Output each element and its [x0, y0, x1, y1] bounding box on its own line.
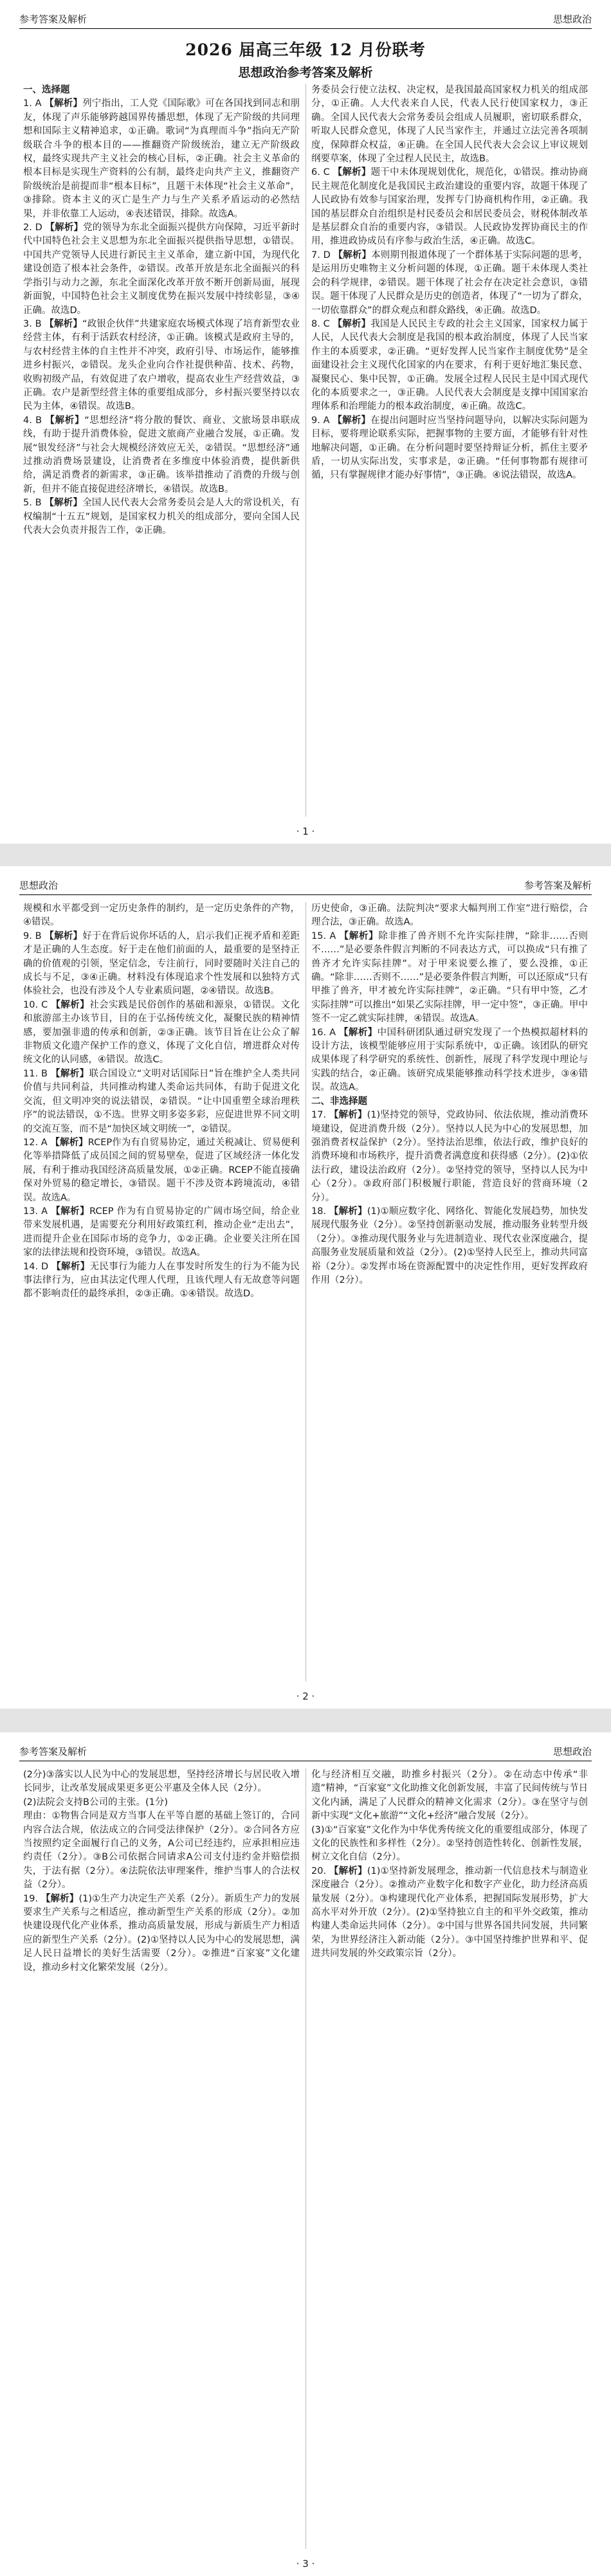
header-right: 思想政治 — [552, 1746, 592, 1757]
answer-paragraph — [23, 902, 300, 930]
answer-item — [311, 1865, 588, 1961]
analysis-label: 【解析】 — [51, 1261, 90, 1272]
question-number: 12. A — [23, 1137, 48, 1148]
answer-paragraph — [23, 1796, 300, 1810]
answer-item — [23, 1067, 300, 1136]
question-number: 6. C — [311, 167, 330, 178]
question-number: 17. — [311, 1110, 327, 1121]
question-number: 19. — [23, 1893, 39, 1904]
question-number: 9. A — [311, 415, 330, 426]
answer-text: 社会实践是民俗创作的基础和源泉，①错误。文化和旅游部主办该节目，目的在于弘扬传统文化，凝聚民族的精神情感，要加强非遗的传承和创新，②③正确。该节目旨在让公众了解非物质文化遗产保护工作的意义，体现了文化自信，增进群众对传统文化的认同感，④错误。故选C。 — [23, 999, 300, 1066]
answer-text: (1)①坚持新发展理念，推动新一代信息技术与制造业深度融合（2分）。②推动产业数字化和数字产业化，助力经济高质量发展（2分）。③构建现代化产业体系，把握国际发展形势，扩大高水平对外开放（2分）。(2)①坚持独立自主的和平外交政策，推动构建人类命运共同体（2分）。②中国与世界各国共同发展，共同繁荣，为世界经济注入新动能（2分）。③中国坚持维护世界和平、促进共同发展的外交政策宗旨（2分）。 — [311, 1865, 588, 1959]
analysis-label: 【解析】 — [329, 1865, 367, 1876]
analysis-label: 【解析】 — [333, 415, 371, 426]
question-number: 1. A — [23, 98, 42, 109]
question-number: 13. A — [23, 1206, 48, 1217]
answer-item — [23, 221, 300, 318]
answer-item — [23, 999, 300, 1067]
answer-text: 中国科研团队通过研究发现了一个热模拟超材料的设计方法，该模型能够应用于实际系统中，①正确。该团队的研究成果体现了科学研究的系统性、创新性，展现了科学发现中理论与实践的结合，②正确。该研究成果能够推动科学技术进步，③④错误。故选A。 — [311, 1027, 588, 1093]
analysis-label: 【解析】 — [329, 1110, 367, 1121]
analysis-label: 【解析】 — [50, 1068, 89, 1079]
question-number: 14. D — [23, 1261, 49, 1272]
answer-text: 联合国设立“文明对话国际日”旨在维护全人类共同价值与共同利益，共同推动构建人类命运共同体，有助于促进文化交流，但文明冲突的说法错误，②错误。“让中国重塑全球治理秩序”的说法错误，①不选。世界文明多姿多彩，应促进世界不同文明的交流互鉴，而不是“加快区域文明统一”，②错误。 — [23, 1068, 300, 1134]
question-number: 16. A — [311, 1027, 336, 1038]
answer-text: 列宁指出，工人党《国际歌》可在各国找到同志和朋友，体现了声乐能够跨越国界传播思想，体现了无产阶级的共同理想和国际主义精神追求，①正确。歌词“为真理而斗争”指向无产阶级联合斗争的根本目的——推翻资产阶级统治，建立无产阶级政权，最终实现共产主义社会的核心目标，②正确。社会主义革命的根本目标是实现生产资料的公有制，最终走向共产主义，推翻资产阶级统治是前提而非“根本目标”，且题干未体现“社会主义革命”，③排除。资本主义的灭亡是生产力与生产关系矛盾运动的必然结果，并非依靠工人运动，④表述错误，排除。故选A。 — [23, 98, 300, 219]
answer-item — [23, 496, 300, 538]
answer-text: (1)①顺应数字化、网络化、智能化发展趋势，加快发展现代服务业（2分）。②坚持创新驱动发展，推动服务业转型升级（2分）。③推动现代服务业与先进制造业、现代农业深度融合，提高服务业发展质量和效益（2分）。(2)①坚持人民至上，推动共同富裕（2分）。②发挥市场在资源配置中的决定性作用，更好发挥政府作用（2分）。 — [311, 1206, 588, 1285]
header-left: 参考答案及解析 — [19, 14, 87, 25]
answer-page-2 — [0, 866, 611, 1709]
analysis-label: 【解析】 — [51, 999, 90, 1010]
question-number: 10. C — [23, 999, 48, 1010]
answer-item — [311, 1026, 588, 1095]
answer-text: RCEP作为有自贸易协定，通过关税减让、贸易便利化等举措降低了成员国之间的贸易壁垒，促进了区域经济一体化发展，有利于推动我国经济高质量发展，①②正确。RCEP不能直接确保对外贸易的稳定增长，③错误。题干不涉及资本跨境流动，④错误。故选A。 — [23, 1137, 300, 1203]
analysis-label: 【解析】 — [329, 1206, 367, 1217]
section-heading — [311, 1095, 588, 1109]
question-number: 11. B — [23, 1068, 48, 1079]
answer-paragraph — [23, 1768, 300, 1796]
answer-text: 本则期刊报道体现了一个群体基于实际问题的思考，是运用历史唯物主义分析问题的体现，①正确。题干未体现人类社会的科学规律，②错误。题干体现了社会存在决定社会意识，③错误。题干体现了人民群众是历史的创造者，体现了“一切为了群众，一切依靠群众”的群众观点和群众路线，④正确。故选D。 — [311, 249, 588, 316]
analysis-label: 【解析】 — [50, 1137, 88, 1148]
answer-text: 理由：①物售合同是双方当事人在平等自愿的基础上签订的，合同内容合法合规，依法成立的合同受法律保护（2分）。②合同各方应当按照约定全面履行自己的义务，A公司已经违约，应承担相应违约责任（2分）。③B公司依据合同请求A公司支付违约金并赔偿损失，于法有据（2分）。④法院依法审理案件，维护当事人的合法权益（2分）。 — [23, 1811, 300, 1891]
answer-item — [23, 1260, 300, 1302]
answer-item — [311, 318, 588, 414]
answer-text: 好于在背后说你坏话的人，启示我们正视矛盾和差距才是正确的人生态度。好于走在他们前面的人，最重要的是坚持正确的价值观的引领，坚定信念，专注前行，同时要随时关注自己的成长与不足，③④正确。材料没有体现追求个性发展和以独特方式体验社会，也没有涉及个人专业素质问题，②④错误。故选B。 — [23, 930, 300, 997]
answer-item — [23, 1892, 300, 1975]
answer-text: (3)①“百家宴”文化作为中华优秀传统文化的重要组成部分，体现了文化的民族性和多样性（2分）。②坚持创造性转化、创新性发展，树立文化自信（2分）。 — [311, 1824, 588, 1863]
answer-page-1 — [0, 0, 611, 844]
answer-item — [23, 930, 300, 999]
answer-text: 历史使命，③正确。法院判决“要求大幅判刑工作室”进行赔偿，合理合法，③正确。故选A。 — [311, 903, 588, 928]
page-number: · 3 · — [296, 2558, 315, 2570]
question-number: 15. A — [311, 930, 336, 941]
question-number: 18. — [311, 1206, 327, 1217]
answer-text: 务委员会行使立法权、决定权，是我国最高国家权力机关的组成部分，①正确。人大代表来自人民，代表人民行使国家权力，③正确。全国人民代表大会常务委员会组成人员履职，密切联系群众，听取人民群众意见，体现了人民当家作主，并通过立法完善各项制度，保障群众权益，④正确。在全国人民代表大会会议上审议规划纲要草案，体现了全过程人民民主，故选B。 — [311, 85, 588, 165]
analysis-label: 【解析】 — [44, 498, 83, 509]
answer-text: 全国人民代表大会常务委员会是人大的常设机关，有权编制“十五五”规划，是国家权力机关的组成部分，要向全国人民代表大会负责并报告工作，②正确。 — [23, 498, 300, 536]
question-number: 3. B — [23, 318, 42, 329]
answer-item — [23, 414, 300, 496]
analysis-label: 【解析】 — [45, 415, 85, 426]
answer-item — [311, 249, 588, 318]
question-number: 20. — [311, 1865, 327, 1876]
answer-item — [311, 1205, 588, 1287]
answer-item — [311, 930, 588, 1026]
header-right: 参考答案及解析 — [524, 880, 592, 891]
answer-text: 我国是人民民主专政的社会主义国家，国家权力属于人民，人民代表大会制度是我国的根本政治制度，体现了人民当家作主的本质要求，②正确。“更好发挥人民当家作主制度优势”是全面建设社会主义现代化国家的内在要求，有利于更好地汇集民意、凝聚民心、集中民智，①正确。发展全过程人民民主是中国式现代化的本质要求之一，③正确。人民代表大会制度是支撑中国国家治理体系和治理能力的根本政治制度，④正确。故选C。 — [311, 318, 588, 412]
answer-text: (2)法院会支持B公司的主张。(1分) — [23, 1797, 169, 1808]
answer-paragraph — [311, 84, 588, 166]
header-right: 思想政治 — [552, 14, 592, 25]
section-heading-text: 二、非选择题 — [311, 1096, 367, 1107]
answer-text: 除非推了兽齐则不允许实际挂牌，“除非……否则不……”是必要条件假言判断的不同表达方式，可以换成“只有推了兽齐才允许实际挂牌”。对于甲来说要么推了，要么没推，①正确。“除非……否则不……”是必要条件假言判断，可以还原成“只有甲推了兽齐，甲才被允许实际挂牌”，②正确。“只有甲中签，乙才实际挂牌”可以推出“如果乙实际挂牌，甲一定中签”，③正确。甲中签不一定乙就实际挂牌，④错误。故选A。 — [311, 930, 588, 1024]
answer-page-3 — [0, 1732, 611, 2576]
answer-paragraph — [23, 1810, 300, 1892]
answer-paragraph — [311, 1768, 588, 1824]
analysis-label: 【解析】 — [333, 249, 372, 260]
answer-item — [311, 414, 588, 483]
header-left: 思想政治 — [19, 880, 59, 891]
answer-text: (1)坚持党的领导，党政协同、依法依规，推动消费环境建设，促进消费升级（2分）。坚持以人民为中心的发展思想，加强消费者权益保护（2分）。坚持法治思维，依法行政，维护良好的消费环境和市场秩序，提升消费者满意度和获得感（2分）。(2)①依法行政，建设法治政府（2分）。②坚持党的领导，坚持以人民为中心（2分）。③政府部门积极履行职能，营造良好的营商环境（2分）。 — [311, 1110, 588, 1203]
answer-text: 化与经济相互交融，助推乡村振兴（2分）。②在动态中传承“非遗”精神，“百家宴”文化助推文化创新发展，丰富了民间传统与节日文化内涵，满足了人民群众的精神文化需求（2分）。③在坚守与创新中实现“文化+旅游”“文化+经济”融合发展（2分）。 — [311, 1770, 588, 1822]
answer-text: (2分)③落实以人民为中心的发展思想，坚持经济增长与居民收入增长同步，让改革发展成果更多更公平惠及全体人民（2分）。 — [23, 1770, 300, 1794]
question-number: 5. B — [23, 498, 42, 509]
answer-item — [23, 318, 300, 414]
question-number: 8. C — [311, 318, 330, 329]
question-number: 7. D — [311, 249, 331, 260]
analysis-label: 【解析】 — [339, 1027, 378, 1038]
analysis-label: 【解析】 — [41, 1893, 79, 1904]
section-heading-text: 一、选择题 — [23, 85, 70, 95]
right-column — [311, 84, 588, 817]
answer-text: 规模和水平都受到一定历史条件的制约，是一定历史条件的产物，④错误。 — [23, 903, 300, 928]
analysis-label: 【解析】 — [333, 167, 371, 178]
answer-text: (1)①生产力决定生产关系（2分）。新质生产力的发展要求生产关系与之相适应，推动新型生产关系的形成（2分）。②加快建设现代化产业体系，推动高质量发展，形成与新质生产力相适应的新型生产关系（2分）。(2)①坚持以人民为中心的发展思想，满足人民日益增长的美好生活需要（2分）。②推进“百家宴”文化建设，推动乡村文化繁荣发展（2分）。 — [23, 1893, 300, 1973]
page-header — [19, 878, 592, 895]
answer-text: “思想经济”将分散的餐饮、商业、文旅场景串联成线，有助于提升消费体验，促进文旅商产业融合发展，①正确。发展“银发经济”与社会大规模经济效应无关，②错误。“思想经济”通过推动消费场景建设，让消费者在多维度中体验消费，提供新供给，满足消费者的新需求，③正确。该举措推动了消费的升级与创新，但并不能直接促进经济增长，④错误。故选B。 — [23, 415, 300, 494]
answer-item — [23, 97, 300, 221]
answer-item — [311, 166, 588, 248]
header-left: 参考答案及解析 — [19, 1746, 87, 1757]
answer-paragraph — [311, 902, 588, 930]
left-column — [23, 902, 300, 1682]
analysis-label: 【解析】 — [339, 930, 379, 941]
answer-paragraph — [311, 1824, 588, 1865]
answer-item — [23, 1136, 300, 1205]
analysis-label: 【解析】 — [333, 318, 371, 329]
right-column — [311, 1768, 588, 2549]
page-number: · 1 · — [296, 826, 315, 837]
question-number: 2. D — [23, 222, 42, 233]
question-number: 9. B — [23, 930, 42, 941]
answer-text: “政银企伙伴”共建家庭农场模式体现了培育新型农业经营主体，有利于活跃农村经济，①正确。该模式是政府主导的，与农村经营主体的自主性并不冲突，政府引导、市场运作，能够推进乡村振兴，②错误。龙头企业向合作社提供种苗、技术、药物，收购初级产品，有效促进了农户增收，提高农业生产经营效益，③正确。农户是新型经营主体的重要组成部分，乡村振兴要坚持以农民为主体，④错误。故选B。 — [23, 318, 300, 412]
answer-text: RCEP 作为有自贸易协定的广阔市场空间，给企业带来发展机遇，是需要充分利用好政策红利，推动企业“走出去”，进而提升企业在国际市场的竞争力，①②正确。企业要关注所在国家的法律法规和投资环境，③错误。故选A。 — [23, 1206, 300, 1258]
answer-text: 题干中未体现规划优化，规范化，①错误。推动协商民主规范化制度化是我国民主政治建设的重要内容，故题干体现了人民政协有效参与国家治理，发挥专门协商机构作用，②正确。我国的基层群众自治组织是村民委员会和居民委员会，财税体制改革是基层群众自治的重要内容，③错误。人民政协发挥协商民主的作用，推进政协成员有序参与政治生活，④正确。故选C。 — [311, 167, 588, 247]
answer-text: 无民事行为能力人在事发时所发生的行为不能为民事法律行为，应由其法定代理人代理，且该代理人有无故意等问题都不影响责任的最终承担，②③正确。①④错误。故选D。 — [23, 1261, 300, 1300]
analysis-label: 【解析】 — [44, 98, 83, 109]
left-column — [23, 84, 300, 817]
page-number: · 2 · — [296, 1691, 315, 1702]
answer-key-title: 思想政治参考答案及解析 — [238, 66, 373, 80]
exam-title: 2026 届高三年级 12 月份联考 — [185, 41, 426, 59]
analysis-label: 【解析】 — [44, 930, 83, 941]
left-column — [23, 1768, 300, 2549]
analysis-label: 【解析】 — [51, 1206, 90, 1217]
analysis-label: 【解析】 — [45, 222, 84, 233]
answer-text: 在提出问题时应当坚持问题导向，以解决实际问题为目标，要将理论联系实际，把握事物的主要方面，才能够有针对性地解决问题，①正确。在分析问题时要坚持辩证分析，抓住主要矛盾，一切从实际出发，实事求是，②正确。“任何事物都有规律可循，只有掌握规律才能办好事情”，③正确。④说法错误，故选A。 — [311, 415, 588, 481]
question-number: 4. B — [23, 415, 42, 426]
answer-item — [23, 1205, 300, 1260]
section-heading — [23, 84, 300, 97]
page-header — [19, 1744, 592, 1761]
answer-item — [311, 1109, 588, 1205]
answer-text: 党的领导为东北全面振兴提供方向保障，习近平新时代中国特色社会主义思想为东北全面振兴提供指导思想，①错误。中国共产党领导人民进行新民主主义革命，建立新中国，为现代化建设创造了根本社会条件，②错误。改革开放是东北全面振兴的科学指引与动力之源，东北全面深化改革开放不断开创新局面，展现新面貌，中国特色社会主义制度优势在振兴发展中持续彰显，③④正确。故选D。 — [23, 222, 300, 316]
analysis-label: 【解析】 — [44, 318, 83, 329]
page-header — [19, 12, 592, 29]
right-column — [311, 902, 588, 1682]
